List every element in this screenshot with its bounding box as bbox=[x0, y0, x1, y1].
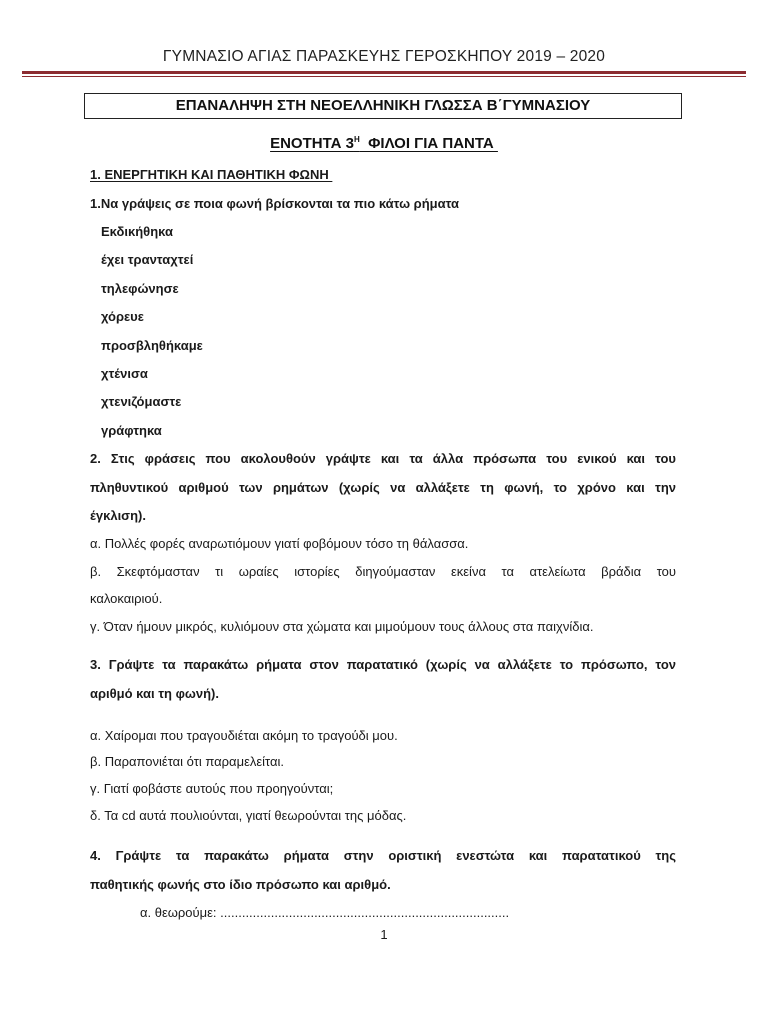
school-header: ΓΥΜΝΑΣΙΟ ΑΓΙΑΣ ΠΑΡΑΣΚΕΥΗΣ ΓΕΡΟΣΚΗΠΟΥ 2019 – 2020 bbox=[162, 48, 606, 65]
q2-item-a: α. Πολλές φορές αναρωτιόμουν γιατί φοβόμουν τόσο τη θάλασσα. bbox=[90, 536, 469, 551]
page-number: 1 bbox=[380, 927, 388, 942]
unit-sup: Η bbox=[353, 135, 360, 144]
q2-line-1: 2. Στις φράσεις που ακολουθούν γράψτε και τα άλλα πρόσωπα του ενικού και του bbox=[90, 451, 676, 466]
q3-item-c: γ. Γιατί φοβάστε αυτούς που προηγούνται; bbox=[90, 781, 334, 796]
verb-item: γράφτηκα bbox=[101, 423, 162, 438]
verb-item: χόρευε bbox=[101, 309, 144, 324]
q1-instruction: 1.Να γράψεις σε ποια φωνή βρίσκονται τα πιο κάτω ρήματα bbox=[90, 196, 460, 211]
q4-answer-line: α. θεωρούμε: ................................................................................ bbox=[140, 905, 510, 920]
verb-item: τηλεφώνησε bbox=[101, 281, 179, 296]
q4-line-1: 4. Γράψτε τα παρακάτω ρήματα στην οριστική ενεστώτα και παρατατικού της bbox=[90, 848, 676, 863]
verb-item: χτενιζόμαστε bbox=[101, 394, 182, 409]
verb-item: έχει τρανταχτεί bbox=[101, 252, 194, 267]
q2-line-3: έγκλιση). bbox=[90, 508, 146, 523]
q3-item-d: δ. Τα cd αυτά πουλιούνται, γιατί θεωρούνται της μόδας. bbox=[90, 808, 407, 823]
verb-item: Εκδικήθηκα bbox=[101, 224, 173, 239]
document-title: ΕΠΑΝΑΛΗΨΗ ΣΤΗ ΝΕΟΕΛΛΗΝΙΚΗ ΓΛΩΣΣΑ Β΄ΓΥΜΝΑΣΙΟΥ bbox=[84, 93, 682, 119]
header-rule-thin bbox=[22, 76, 746, 77]
q4-line-2: παθητικής φωνής στο ίδιο πρόσωπο και αριθμό. bbox=[90, 877, 391, 892]
section1-title: 1. ΕΝΕΡΓΗΤΙΚΗ ΚΑΙ ΠΑΘΗΤΙΚΗ ΦΩΝΗ bbox=[90, 167, 333, 182]
q2-item-c: γ. Όταν ήμουν μικρός, κυλιόμουν στα χώματα και μιμούμουν τους άλλους στα παιχνίδια. bbox=[90, 619, 594, 634]
q3-line-2: αριθμό και τη φωνή). bbox=[90, 686, 219, 701]
unit-heading bbox=[0, 135, 768, 152]
q2-item-b-line-2: καλοκαιριού. bbox=[90, 591, 163, 606]
header-rule-thick bbox=[22, 71, 746, 74]
q2-line-2: πληθυντικού αριθμού των ρημάτων (χωρίς να αλλάξετε τη φωνή, το χρόνο και την bbox=[90, 480, 676, 495]
unit-prefix: ΕΝΟΤΗΤΑ 3 bbox=[270, 135, 354, 152]
verb-item: προσβληθήκαμε bbox=[101, 338, 203, 353]
q3-item-b: β. Παραπονιέται ότι παραμελείται. bbox=[90, 754, 285, 769]
q2-item-b-line-1: β. Σκεφτόμασταν τι ωραίες ιστορίες διηγούμασταν εκείνα τα ατελείωτα βράδια του bbox=[90, 564, 676, 579]
q3-item-a: α. Χαίρομαι που τραγουδιέται ακόμη το τραγούδι μου. bbox=[90, 728, 398, 743]
verb-item: χτένισα bbox=[101, 366, 148, 381]
unit-suffix: ΦΙΛΟΙ ΓΙΑ ΠΑΝΤΑ bbox=[359, 135, 498, 152]
q3-line-1: 3. Γράψτε τα παρακάτω ρήματα στον παρατατικό (χωρίς να αλλάξετε το πρόσωπο, τον bbox=[90, 657, 676, 672]
